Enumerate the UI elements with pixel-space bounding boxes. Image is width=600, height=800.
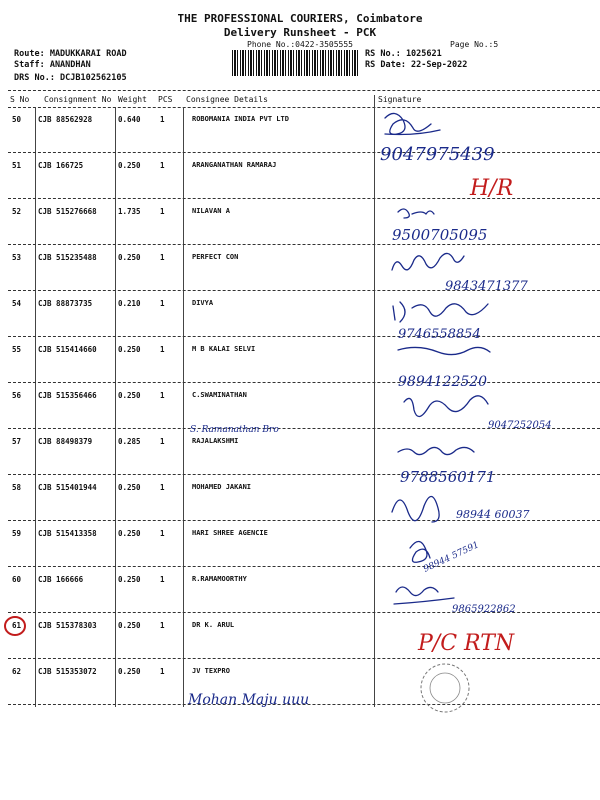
- row-pcs: 1: [160, 161, 165, 170]
- row-consignment-no: CJB 515378303: [38, 621, 97, 630]
- row-sno: 56: [12, 391, 22, 400]
- signature-57: [398, 447, 474, 454]
- row-pcs: 1: [160, 207, 165, 216]
- row-consignment-no: CJB 515353072: [38, 667, 97, 676]
- signature-55: [398, 347, 490, 354]
- row-sno: 52: [12, 207, 22, 216]
- row-consignee: R.RAMAMOORTHY: [192, 575, 247, 583]
- signature-60: [394, 587, 454, 604]
- signature-mark-61: P/C RTN: [418, 631, 515, 656]
- col-header-pcs: PCS: [158, 95, 173, 104]
- signature-56: [404, 396, 488, 417]
- signature-53: [392, 253, 464, 270]
- row-pcs: 1: [160, 621, 165, 630]
- row-sno: 50: [12, 115, 22, 124]
- signature-59: [410, 541, 430, 562]
- signature-phone-59: 98944 57591: [422, 540, 481, 575]
- row-pcs: 1: [160, 529, 165, 538]
- row-sno: 57: [12, 437, 22, 446]
- rs-date: RS Date: 22-Sep-2022: [365, 60, 468, 70]
- row-pcs: 1: [160, 575, 165, 584]
- row-weight: 0.640: [118, 115, 141, 124]
- document-subtitle: Delivery Runsheet - PCK: [223, 26, 377, 39]
- row-weight: 0.250: [118, 483, 141, 492]
- row-sno: 55: [12, 345, 22, 354]
- phone-number: Phone No.:0422-3505555: [247, 40, 353, 49]
- drs-number: DRS No.: DCJB102562105: [14, 73, 127, 83]
- signature-phone-55: 9894122520: [398, 374, 488, 390]
- row-sno: 51: [12, 161, 22, 170]
- signature-58: [392, 496, 439, 522]
- signature-54: [393, 302, 488, 322]
- row-consignment-no: CJB 166725: [38, 161, 84, 170]
- rs-number: RS No.: 1025621: [365, 49, 442, 59]
- signature-phone-57: 9788560171: [400, 468, 496, 486]
- row-consignee: JV TEXPRO: [192, 667, 230, 675]
- row-weight: 0.250: [118, 621, 141, 630]
- signature-phone-53: 9843471377: [445, 279, 528, 294]
- row-pcs: 1: [160, 345, 165, 354]
- consignee-note-62: Mohan Maju uuu: [188, 692, 310, 708]
- row-weight: 0.250: [118, 391, 141, 400]
- row-consignee: RAJALAKSHMI: [192, 437, 239, 445]
- signature-phone-56: 9047252054: [488, 420, 552, 431]
- row-sno: 53: [12, 253, 22, 262]
- row-consignee: ROBOMANIA INDIA PVT LTD: [192, 115, 289, 123]
- row-weight: 0.250: [118, 529, 141, 538]
- row-consignment-no: CJB 515356466: [38, 391, 97, 400]
- row-pcs: 1: [160, 437, 165, 446]
- row-sno: 58: [12, 483, 22, 492]
- row-consignee: DR K. ARUL: [192, 621, 235, 629]
- row-consignment-no: CJB 166666: [38, 575, 84, 584]
- staff-label: Staff: ANANDHAN: [14, 60, 91, 70]
- row-consignee: MOHAMED JAKANI: [192, 483, 252, 491]
- row-sno: 60: [12, 575, 22, 584]
- signature-phone-50: 9047975439: [380, 144, 495, 165]
- signature-phone-54: 9746558854: [398, 327, 481, 342]
- document-title: THE PROFESSIONAL COURIERS, Coimbatore: [177, 12, 423, 25]
- row-pcs: 1: [160, 483, 165, 492]
- signature-phone-58: 98944 60037: [456, 508, 530, 521]
- row-pcs: 1: [160, 115, 165, 124]
- row-sno: 61: [12, 621, 22, 630]
- company-seal: [421, 664, 469, 712]
- consignee-note-56: S. Ramanathan Bro: [190, 425, 279, 435]
- signature-52: [398, 209, 434, 218]
- col-header-consignment: Consignment No: [44, 95, 112, 104]
- signature-50: [385, 113, 440, 134]
- col-header-sno: S No: [10, 95, 30, 104]
- row-consignee: PERFECT CON: [192, 253, 239, 261]
- row-weight: 0.250: [118, 161, 141, 170]
- row-consignment-no: CJB 88498379: [38, 437, 93, 446]
- row-consignee: HARI SHREE AGENCIE: [192, 529, 268, 537]
- row-weight: 1.735: [118, 207, 141, 216]
- row-consignment-no: CJB 88873735: [38, 299, 93, 308]
- row-sno: 59: [12, 529, 22, 538]
- row-weight: 0.250: [118, 575, 141, 584]
- signature-phone-52: 9500705095: [392, 226, 488, 244]
- row-weight: 0.210: [118, 299, 141, 308]
- route-label: Route: MADUKKARAI ROAD: [14, 49, 127, 59]
- row-consignment-no: CJB 515414660: [38, 345, 97, 354]
- row-61-circle-mark: [5, 617, 25, 635]
- row-weight: 0.250: [118, 345, 141, 354]
- col-header-consignee: Consignee Details: [186, 95, 268, 104]
- row-consignee: M B KALAI SELVI: [192, 345, 256, 353]
- row-consignee: NILAVAN A: [192, 207, 230, 215]
- row-consignment-no: CJB 515276668: [38, 207, 97, 216]
- row-pcs: 1: [160, 299, 165, 308]
- row-consignment-no: CJB 515413358: [38, 529, 97, 538]
- row-pcs: 1: [160, 253, 165, 262]
- row-weight: 0.285: [118, 437, 141, 446]
- row-consignee: DIVYA: [192, 299, 214, 307]
- signature-phone-60: 9865922862: [452, 604, 516, 615]
- row-consignee: ARANGANATHAN RAMARAJ: [192, 161, 277, 169]
- row-pcs: 1: [160, 391, 165, 400]
- row-sno: 54: [12, 299, 22, 308]
- col-header-signature: Signature: [378, 95, 422, 104]
- company-seal-inner: [430, 673, 460, 703]
- row-pcs: 1: [160, 667, 165, 676]
- row-consignment-no: CJB 88562928: [38, 115, 93, 124]
- row-sno: 62: [12, 667, 22, 676]
- row-consignee: C.SWAMINATHAN: [192, 391, 247, 399]
- col-header-weight: Weight: [118, 95, 147, 104]
- page-number: Page No.:5: [450, 40, 499, 49]
- row-consignment-no: CJB 515235488: [38, 253, 97, 262]
- row-weight: 0.250: [118, 667, 141, 676]
- signature-mark-51: H/R: [470, 176, 514, 201]
- row-consignment-no: CJB 515401944: [38, 483, 97, 492]
- row-weight: 0.250: [118, 253, 141, 262]
